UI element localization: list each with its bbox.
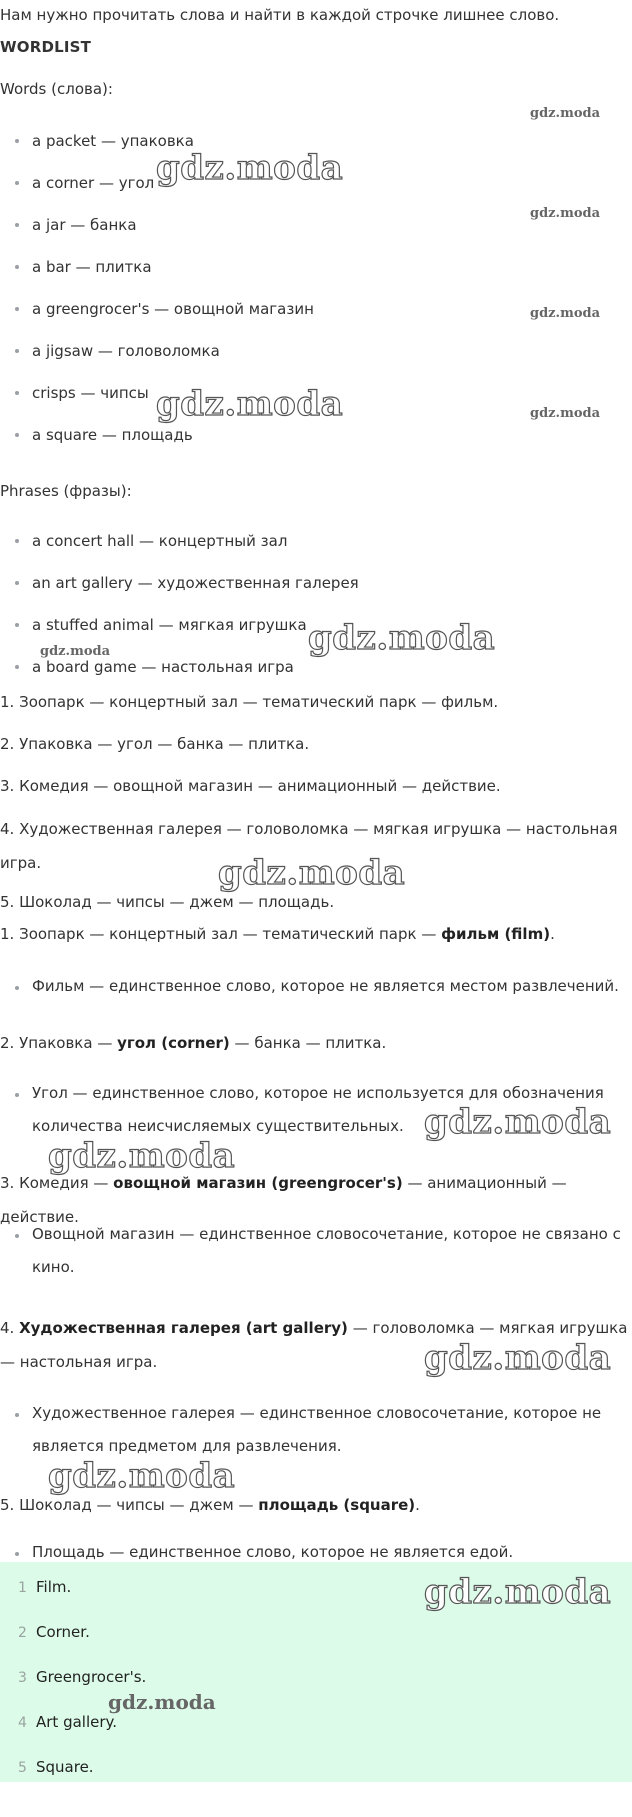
watermark: gdz.moda (40, 644, 111, 659)
explanation-note: Фильм — единственное слово, которое не является местом развлечений. (32, 970, 628, 1003)
list-item: a concert hall — концертный зал (0, 520, 359, 562)
bullet-icon (15, 265, 19, 269)
task-line: 5. Шоколад — чипсы — джем — площадь. (0, 893, 335, 911)
phrases-list (0, 520, 359, 688)
explanation-note: Угол — единственное слово, которое не используется для обозначения количества неисчисляемых существительных. (32, 1077, 628, 1143)
solution-line: 2. Упаковка — угол (corner) — банка — плитка. (0, 1034, 387, 1052)
list-item: a stuffed animal — мягкая игрушка (0, 604, 359, 646)
bullet-icon (15, 1552, 19, 1556)
solution-line: 1. Зоопарк — концертный зал — тематический парк — фильм (film). (0, 925, 555, 943)
task-line: 3. Комедия — овощной магазин — анимационный — действие. (0, 777, 501, 795)
watermark: gdz.moda (424, 1102, 612, 1142)
watermark: gdz.moda (424, 1338, 612, 1378)
list-item: a bar — плитка (0, 246, 314, 288)
bullet-icon (15, 307, 19, 311)
words-label: Words (слова): (0, 80, 113, 98)
bullet-icon (15, 349, 19, 353)
bullet-icon (15, 139, 19, 143)
bullet-icon (15, 623, 19, 627)
list-item: an art gallery — художественная галерея (0, 562, 359, 604)
watermark: gdz.moda (530, 106, 601, 121)
wordlist-heading: WORDLIST (0, 38, 92, 56)
solution-line: 4. Художественная галерея (art gallery) — головоломка — мягкая игрушка — настольная игра. (0, 1319, 628, 1371)
answer-item: 1 Film. (18, 1578, 72, 1596)
task-line: 2. Упаковка — угол — банка — плитка. (0, 735, 310, 753)
watermark: gdz.moda (156, 384, 344, 424)
list-item: a greengrocer's — овощной магазин (0, 288, 314, 330)
odd-word: угол (corner) (117, 1034, 230, 1052)
odd-word: фильм (film) (441, 925, 551, 943)
solution-line: 3. Комедия — овощной магазин (greengrocer's) — анимационный — действие. (0, 1174, 567, 1226)
watermark: gdz.moda (530, 406, 601, 421)
list-item: crisps — чипсы (0, 372, 314, 414)
watermark: gdz.moda (48, 1136, 236, 1176)
list-item: a board game — настольная игра (0, 646, 359, 688)
list-item: a corner — угол (0, 162, 314, 204)
watermark: gdz.moda (530, 206, 601, 221)
watermark: gdz.moda (530, 306, 601, 321)
bullet-icon (15, 986, 19, 990)
phrases-label: Phrases (фразы): (0, 482, 132, 500)
answers-box (0, 1562, 632, 1782)
odd-word: овощной магазин (greengrocer's) (113, 1174, 403, 1192)
odd-word: Художественная галерея (art gallery) (19, 1319, 348, 1337)
watermark: gdz.moda (48, 1456, 236, 1496)
answer-item: 2 Corner. (18, 1623, 90, 1641)
answer-item: 5 Square. (18, 1758, 94, 1776)
watermark: gdz.moda (308, 618, 496, 658)
explanation-note: Овощной магазин — единственное словосочетание, которое не связано с кино. (32, 1218, 628, 1284)
bullet-icon (15, 665, 19, 669)
bullet-icon (15, 539, 19, 543)
bullet-icon (15, 1413, 19, 1417)
bullet-icon (15, 1093, 19, 1097)
bullet-icon (15, 1234, 19, 1238)
bullet-icon (15, 433, 19, 437)
task-line: 4. Художественная галерея — головоломка — мягкая игрушка — настольная игра. (0, 820, 618, 872)
bullet-icon (15, 181, 19, 185)
solution-line: 5. Шоколад — чипсы — джем — площадь (square). (0, 1496, 420, 1514)
bullet-icon (15, 391, 19, 395)
answer-item: 4 Art gallery. (18, 1713, 118, 1731)
watermark: gdz.moda (424, 1572, 612, 1612)
bullet-icon (15, 581, 19, 585)
answer-item: 3 Greengrocer's. (18, 1668, 147, 1686)
watermark: gdz.moda (108, 1690, 216, 1714)
watermark: gdz.moda (218, 853, 406, 893)
explanation-note: Художественное галерея — единственное словосочетание, которое не является предметом для развлечения. (32, 1397, 628, 1463)
words-list (0, 120, 314, 456)
odd-word: площадь (square) (258, 1496, 416, 1514)
intro-text: Нам нужно прочитать слова и найти в каждой строчке лишнее слово. (0, 6, 560, 24)
list-item: a packet — упаковка (0, 120, 314, 162)
explanation-note: Площадь — единственное слово, которое не является едой. (32, 1536, 628, 1569)
list-item: a jar — банка (0, 204, 314, 246)
bullet-icon (15, 223, 19, 227)
list-item: a square — площадь (0, 414, 314, 456)
watermark: gdz.moda (156, 148, 344, 188)
list-item: a jigsaw — головоломка (0, 330, 314, 372)
task-line: 1. Зоопарк — концертный зал — тематический парк — фильм. (0, 693, 499, 711)
